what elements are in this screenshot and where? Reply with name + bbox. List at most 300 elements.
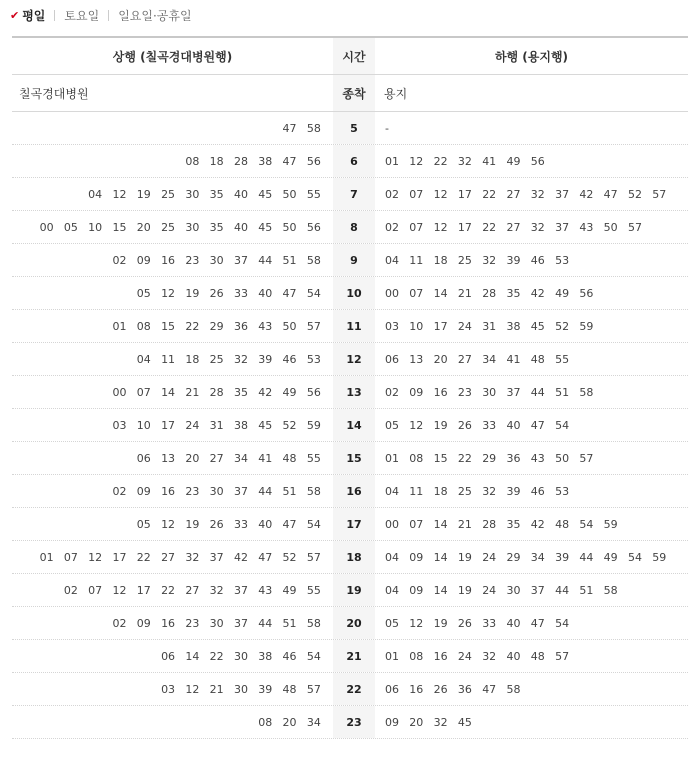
departure-minute: 47 xyxy=(603,187,618,201)
departure-minute: 42 xyxy=(579,187,594,201)
down-minutes xyxy=(375,376,688,408)
departure-minute: 56 xyxy=(579,286,594,300)
departure-minute: 26 xyxy=(209,517,224,531)
departure-minute: 46 xyxy=(282,649,297,663)
departure-minute: 20 xyxy=(282,715,297,729)
down-minutes xyxy=(375,508,688,540)
departure-minute: 01 xyxy=(39,550,54,564)
up-minutes xyxy=(12,376,333,408)
timetable-row xyxy=(12,211,688,244)
departure-minute: 07 xyxy=(136,385,151,399)
departure-minute: 33 xyxy=(482,616,497,630)
departure-minute: 30 xyxy=(482,385,497,399)
departure-minute: 21 xyxy=(185,385,200,399)
departure-minute: 47 xyxy=(282,154,297,168)
departure-minute: 25 xyxy=(161,220,176,234)
departure-minute: 32 xyxy=(233,352,248,366)
departure-minute: 32 xyxy=(457,154,472,168)
subheader-down-terminal: 용지 xyxy=(384,86,408,101)
hour-cell: 20 xyxy=(333,607,375,639)
departure-minute: 12 xyxy=(161,286,176,300)
departure-minute: 04 xyxy=(385,253,399,267)
subheader-terminal-label: 종착 xyxy=(333,75,375,111)
departure-minute: 07 xyxy=(409,517,424,531)
departure-minute: 16 xyxy=(433,385,448,399)
departure-minute: 31 xyxy=(209,418,224,432)
departure-minute: 16 xyxy=(161,253,176,267)
departure-minute: 25 xyxy=(161,187,176,201)
departure-minute: 29 xyxy=(482,451,497,465)
departure-minute: 58 xyxy=(603,583,618,597)
departure-minute: 59 xyxy=(603,517,618,531)
departure-minute: 47 xyxy=(258,550,273,564)
departure-minute: 14 xyxy=(185,649,200,663)
departure-minute: 15 xyxy=(433,451,448,465)
departure-minute: 06 xyxy=(385,682,399,696)
departure-minute: 16 xyxy=(161,484,176,498)
departure-minute: 59 xyxy=(579,319,594,333)
departure-minute: 02 xyxy=(63,583,78,597)
departure-minute: 12 xyxy=(409,154,424,168)
departure-minute: 18 xyxy=(433,484,448,498)
down-minutes xyxy=(375,640,688,672)
departure-minute: 02 xyxy=(112,253,127,267)
departure-minute: 47 xyxy=(282,286,297,300)
departure-minute: 18 xyxy=(433,253,448,267)
departure-minute: - xyxy=(385,121,389,135)
departure-minute: 37 xyxy=(233,484,248,498)
departure-minute: 54 xyxy=(306,517,321,531)
departure-minute: 16 xyxy=(409,682,424,696)
departure-minute: 40 xyxy=(506,418,521,432)
departure-minute: 24 xyxy=(457,319,472,333)
departure-minute: 33 xyxy=(482,418,497,432)
departure-minute: 45 xyxy=(530,319,545,333)
departure-minute: 50 xyxy=(282,187,297,201)
timetable xyxy=(12,36,688,739)
departure-minute: 03 xyxy=(112,418,127,432)
departure-minute: 36 xyxy=(506,451,521,465)
departure-minute: 30 xyxy=(209,616,224,630)
departure-minute: 10 xyxy=(88,220,103,234)
departure-minute: 54 xyxy=(627,550,642,564)
departure-minute: 39 xyxy=(258,352,273,366)
departure-minute: 06 xyxy=(136,451,151,465)
up-minutes xyxy=(12,343,333,375)
down-minutes xyxy=(375,277,688,309)
departure-minute: 36 xyxy=(457,682,472,696)
departure-minute: 40 xyxy=(233,220,248,234)
departure-minute: 43 xyxy=(579,220,594,234)
departure-minute: 20 xyxy=(409,715,424,729)
departure-minute: 42 xyxy=(530,517,545,531)
down-minutes xyxy=(375,673,688,705)
departure-minute: 45 xyxy=(258,187,273,201)
departure-minute: 52 xyxy=(555,319,570,333)
hour-cell: 12 xyxy=(333,343,375,375)
hour-cell: 10 xyxy=(333,277,375,309)
departure-minute: 30 xyxy=(233,682,248,696)
down-minutes xyxy=(375,211,688,243)
departure-minute: 19 xyxy=(433,616,448,630)
timetable-row xyxy=(12,475,688,508)
departure-minute: 04 xyxy=(385,583,399,597)
up-minutes xyxy=(12,211,333,243)
up-minutes xyxy=(12,244,333,276)
departure-minute: 28 xyxy=(482,286,497,300)
departure-minute: 29 xyxy=(209,319,224,333)
departure-minute: 48 xyxy=(282,451,297,465)
down-minutes xyxy=(375,475,688,507)
departure-minute: 40 xyxy=(233,187,248,201)
departure-minute: 47 xyxy=(282,517,297,531)
departure-minute: 39 xyxy=(555,550,570,564)
departure-minute: 30 xyxy=(209,484,224,498)
departure-minute: 51 xyxy=(579,583,594,597)
departure-minute: 25 xyxy=(209,352,224,366)
departure-minute: 06 xyxy=(161,649,176,663)
departure-minute: 49 xyxy=(282,583,297,597)
timetable-row xyxy=(12,277,688,310)
departure-minute: 48 xyxy=(530,352,545,366)
departure-minute: 44 xyxy=(579,550,594,564)
departure-minute: 09 xyxy=(385,715,399,729)
departure-minute: 31 xyxy=(482,319,497,333)
hour-cell: 7 xyxy=(333,178,375,210)
timetable-row xyxy=(12,607,688,640)
departure-minute: 07 xyxy=(63,550,78,564)
departure-minute: 09 xyxy=(136,616,151,630)
departure-minute: 44 xyxy=(555,583,570,597)
departure-minute: 36 xyxy=(233,319,248,333)
departure-minute: 49 xyxy=(282,385,297,399)
departure-minute: 11 xyxy=(409,484,424,498)
departure-minute: 29 xyxy=(506,550,521,564)
down-minutes xyxy=(375,442,688,474)
departure-minute: 32 xyxy=(482,253,497,267)
departure-minute: 46 xyxy=(282,352,297,366)
departure-minute: 26 xyxy=(433,682,448,696)
departure-minute: 12 xyxy=(433,220,448,234)
departure-minute: 54 xyxy=(555,418,570,432)
hour-cell: 11 xyxy=(333,310,375,342)
departure-minute: 39 xyxy=(506,253,521,267)
header-down-direction: 하행 (용지행) xyxy=(494,49,569,64)
departure-minute: 51 xyxy=(282,616,297,630)
up-minutes xyxy=(12,574,333,606)
departure-minute: 26 xyxy=(457,616,472,630)
departure-minute: 57 xyxy=(627,220,642,234)
departure-minute: 04 xyxy=(385,550,399,564)
departure-minute: 32 xyxy=(482,649,497,663)
departure-minute: 53 xyxy=(306,352,321,366)
departure-minute: 24 xyxy=(457,649,472,663)
departure-minute: 57 xyxy=(306,319,321,333)
down-minutes xyxy=(375,541,688,573)
departure-minute: 08 xyxy=(409,649,424,663)
departure-minute: 43 xyxy=(258,583,273,597)
departure-minute: 17 xyxy=(161,418,176,432)
departure-minute: 32 xyxy=(482,484,497,498)
departure-minute: 37 xyxy=(209,550,224,564)
departure-minute: 47 xyxy=(530,418,545,432)
up-minutes xyxy=(12,706,333,738)
departure-minute: 28 xyxy=(233,154,248,168)
departure-minute: 38 xyxy=(233,418,248,432)
departure-minute: 27 xyxy=(457,352,472,366)
departure-minute: 17 xyxy=(457,220,472,234)
departure-minute: 02 xyxy=(112,484,127,498)
timetable-row xyxy=(12,376,688,409)
departure-minute: 24 xyxy=(185,418,200,432)
departure-minute: 48 xyxy=(555,517,570,531)
departure-minute: 30 xyxy=(209,253,224,267)
departure-minute: 19 xyxy=(185,286,200,300)
up-minutes xyxy=(12,277,333,309)
departure-minute: 12 xyxy=(409,616,424,630)
departure-minute: 52 xyxy=(282,550,297,564)
departure-minute: 09 xyxy=(409,550,424,564)
hour-cell: 13 xyxy=(333,376,375,408)
departure-minute: 23 xyxy=(185,616,200,630)
departure-minute: 09 xyxy=(136,484,151,498)
timetable-row xyxy=(12,145,688,178)
departure-minute: 26 xyxy=(209,286,224,300)
up-minutes xyxy=(12,409,333,441)
departure-minute: 52 xyxy=(627,187,642,201)
departure-minute: 37 xyxy=(233,616,248,630)
departure-minute: 21 xyxy=(457,286,472,300)
departure-minute: 30 xyxy=(185,220,200,234)
departure-minute: 57 xyxy=(579,451,594,465)
departure-minute: 38 xyxy=(258,649,273,663)
departure-minute: 28 xyxy=(209,385,224,399)
departure-minute: 14 xyxy=(161,385,176,399)
departure-minute: 39 xyxy=(506,484,521,498)
departure-minute: 12 xyxy=(88,550,103,564)
timetable-row xyxy=(12,640,688,673)
departure-minute: 49 xyxy=(555,286,570,300)
down-minutes xyxy=(375,145,688,177)
departure-minute: 51 xyxy=(282,253,297,267)
up-minutes xyxy=(12,475,333,507)
tab-sunday-holiday[interactable] xyxy=(118,7,191,24)
departure-minute: 57 xyxy=(306,550,321,564)
departure-minute: 48 xyxy=(282,682,297,696)
hour-cell: 8 xyxy=(333,211,375,243)
departure-minute: 54 xyxy=(306,649,321,663)
up-minutes xyxy=(12,145,333,177)
departure-minute: 37 xyxy=(233,583,248,597)
departure-minute: 23 xyxy=(185,484,200,498)
departure-minute: 18 xyxy=(185,352,200,366)
departure-minute: 17 xyxy=(112,550,127,564)
departure-minute: 41 xyxy=(482,154,497,168)
departure-minute: 35 xyxy=(506,517,521,531)
timetable-row xyxy=(12,112,688,145)
departure-minute: 07 xyxy=(409,187,424,201)
departure-minute: 08 xyxy=(136,319,151,333)
departure-minute: 25 xyxy=(457,484,472,498)
checkmark-icon: ✔ xyxy=(10,8,20,22)
timetable-row xyxy=(12,508,688,541)
timetable-row xyxy=(12,343,688,376)
departure-minute: 10 xyxy=(409,319,424,333)
hour-cell: 14 xyxy=(333,409,375,441)
departure-minute: 08 xyxy=(185,154,200,168)
departure-minute: 38 xyxy=(506,319,521,333)
departure-minute: 19 xyxy=(433,418,448,432)
departure-minute: 28 xyxy=(482,517,497,531)
departure-minute: 14 xyxy=(433,583,448,597)
departure-minute: 22 xyxy=(433,154,448,168)
timetable-header xyxy=(12,36,688,75)
departure-minute: 27 xyxy=(161,550,176,564)
timetable-row xyxy=(12,442,688,475)
departure-minute: 01 xyxy=(385,451,399,465)
up-minutes xyxy=(12,541,333,573)
departure-minute: 22 xyxy=(482,187,497,201)
departure-minute: 11 xyxy=(409,253,424,267)
departure-minute: 56 xyxy=(306,220,321,234)
tab-weekday[interactable] xyxy=(10,7,45,24)
departure-minute: 42 xyxy=(258,385,273,399)
hour-cell: 17 xyxy=(333,508,375,540)
departure-minute: 21 xyxy=(457,517,472,531)
departure-minute: 37 xyxy=(555,187,570,201)
departure-minute: 44 xyxy=(258,253,273,267)
departure-minute: 20 xyxy=(185,451,200,465)
departure-minute: 27 xyxy=(185,583,200,597)
departure-minute: 16 xyxy=(161,616,176,630)
timetable-row xyxy=(12,409,688,442)
departure-minute: 00 xyxy=(385,517,399,531)
departure-minute: 57 xyxy=(555,649,570,663)
departure-minute: 02 xyxy=(385,220,399,234)
departure-minute: 51 xyxy=(282,484,297,498)
departure-minute: 04 xyxy=(385,484,399,498)
departure-minute: 39 xyxy=(258,682,273,696)
departure-minute: 07 xyxy=(409,220,424,234)
departure-minute: 56 xyxy=(530,154,545,168)
departure-minute: 22 xyxy=(482,220,497,234)
timetable-row xyxy=(12,541,688,574)
departure-minute: 13 xyxy=(409,352,424,366)
departure-minute: 57 xyxy=(652,187,667,201)
departure-minute: 25 xyxy=(457,253,472,267)
down-minutes xyxy=(375,607,688,639)
departure-minute: 02 xyxy=(385,385,399,399)
timetable-row xyxy=(12,574,688,607)
departure-minute: 50 xyxy=(282,220,297,234)
up-minutes xyxy=(12,607,333,639)
departure-minute: 01 xyxy=(112,319,127,333)
departure-minute: 42 xyxy=(233,550,248,564)
departure-minute: 40 xyxy=(258,517,273,531)
departure-minute: 17 xyxy=(457,187,472,201)
down-minutes xyxy=(375,706,688,738)
departure-minute: 33 xyxy=(233,286,248,300)
departure-minute: 58 xyxy=(306,121,321,135)
departure-minute: 05 xyxy=(63,220,78,234)
departure-minute: 59 xyxy=(306,418,321,432)
departure-minute: 43 xyxy=(258,319,273,333)
departure-minute: 41 xyxy=(258,451,273,465)
departure-minute: 20 xyxy=(136,220,151,234)
departure-minute: 40 xyxy=(258,286,273,300)
departure-minute: 09 xyxy=(136,253,151,267)
departure-minute: 37 xyxy=(506,385,521,399)
departure-minute: 00 xyxy=(39,220,54,234)
departure-minute: 47 xyxy=(530,616,545,630)
down-minutes xyxy=(375,310,688,342)
departure-minute: 53 xyxy=(555,253,570,267)
departure-minute: 07 xyxy=(409,286,424,300)
departure-minute: 44 xyxy=(530,385,545,399)
departure-minute: 05 xyxy=(136,517,151,531)
hour-cell: 15 xyxy=(333,442,375,474)
departure-minute: 48 xyxy=(530,649,545,663)
departure-minute: 27 xyxy=(506,220,521,234)
departure-minute: 05 xyxy=(385,616,399,630)
departure-minute: 35 xyxy=(233,385,248,399)
departure-minute: 40 xyxy=(506,649,521,663)
tab-saturday[interactable] xyxy=(64,7,99,24)
departure-minute: 44 xyxy=(258,616,273,630)
departure-minute: 45 xyxy=(258,418,273,432)
tab-saturday-label: 토요일 xyxy=(64,8,100,23)
hour-cell: 5 xyxy=(333,112,375,144)
departure-minute: 22 xyxy=(209,649,224,663)
departure-minute: 01 xyxy=(385,649,399,663)
departure-minute: 13 xyxy=(161,451,176,465)
departure-minute: 50 xyxy=(603,220,618,234)
departure-minute: 05 xyxy=(136,286,151,300)
hour-cell: 21 xyxy=(333,640,375,672)
departure-minute: 02 xyxy=(112,616,127,630)
departure-minute: 33 xyxy=(233,517,248,531)
timetable-row xyxy=(12,310,688,343)
departure-minute: 52 xyxy=(282,418,297,432)
hour-cell: 16 xyxy=(333,475,375,507)
departure-minute: 58 xyxy=(579,385,594,399)
departure-minute: 37 xyxy=(555,220,570,234)
departure-minute: 56 xyxy=(306,154,321,168)
departure-minute: 27 xyxy=(506,187,521,201)
departure-minute: 49 xyxy=(603,550,618,564)
departure-minute: 53 xyxy=(555,484,570,498)
departure-minute: 19 xyxy=(457,550,472,564)
departure-minute: 32 xyxy=(209,583,224,597)
departure-minute: 17 xyxy=(433,319,448,333)
departure-minute: 55 xyxy=(306,187,321,201)
timetable-row xyxy=(12,673,688,706)
departure-minute: 14 xyxy=(433,550,448,564)
departure-minute: 41 xyxy=(506,352,521,366)
day-type-tabs xyxy=(10,6,192,24)
departure-minute: 58 xyxy=(306,253,321,267)
departure-minute: 23 xyxy=(185,253,200,267)
departure-minute: 22 xyxy=(136,550,151,564)
departure-minute: 59 xyxy=(652,550,667,564)
departure-minute: 27 xyxy=(209,451,224,465)
departure-minute: 26 xyxy=(457,418,472,432)
tab-divider xyxy=(108,10,109,21)
departure-minute: 12 xyxy=(433,187,448,201)
down-minutes xyxy=(375,574,688,606)
departure-minute: 32 xyxy=(530,187,545,201)
departure-minute: 35 xyxy=(506,286,521,300)
